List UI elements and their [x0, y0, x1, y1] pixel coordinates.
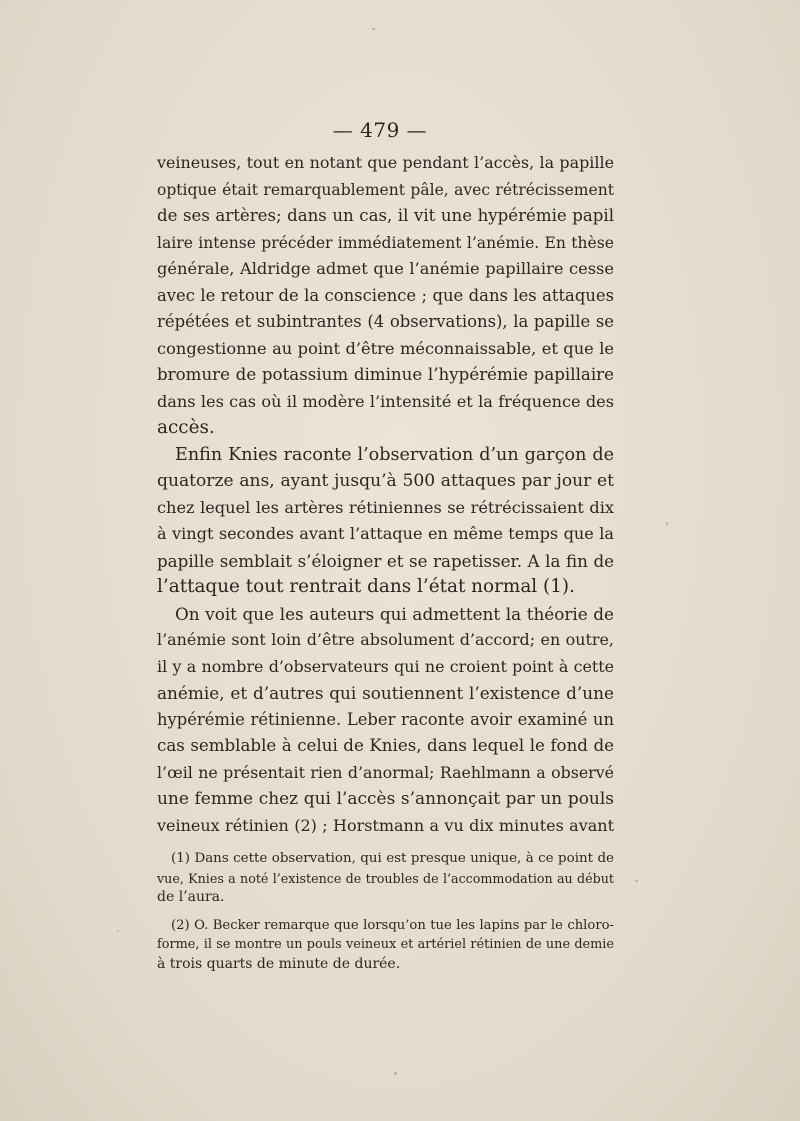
text-line: papille semblait s’éloigner et se rapetisser. A la fin de [157, 550, 614, 571]
text-line: veineuses, tout en notant que pendant l’accès, la papille [157, 153, 614, 172]
text-line: veineux rétinien (2) ; Horstmann a vu dix minutes avant [157, 815, 614, 835]
text-line: optique était remarquablement pâle, avec rétrécissement [157, 180, 614, 199]
footnote-spacer [157, 908, 614, 916]
text-line: l’œil ne présentait rien d’anormal; Raehlmann a observé [157, 762, 614, 782]
paper-speck [372, 28, 375, 30]
text-line: une femme chez qui l’accès s’annonçait par un pouls [157, 789, 614, 809]
paragraph-2 [157, 442, 614, 601]
text-line: laire intense précéder immédiatement l’anémie. En thèse [157, 233, 614, 252]
paper-speck [666, 522, 668, 525]
text-line: l’attaque tout rentrait dans l’état normal (1). [157, 576, 575, 597]
footnote-line: de l’aura. [157, 889, 225, 905]
paper-speck [394, 1072, 397, 1075]
text-line: Enfin Knies raconte l’observation d’un garçon de [175, 444, 614, 465]
page-number: — 479 — [332, 118, 428, 142]
text-line: accès. [157, 417, 215, 438]
text-line: répétées et subintrantes (4 observations), la papille se [157, 312, 614, 331]
footnote-line: forme, il se montre un pouls veineux et artériel rétinien de une demie [157, 937, 614, 952]
text-line: chez lequel les artères rétiniennes se rétrécissaient dix [157, 497, 614, 517]
paper-speck [635, 880, 638, 882]
text-line: à vingt secondes avant l’attaque en même temps que la [157, 524, 614, 543]
footnote-line: (2) O. Becker remarque que lorsqu’on tue les lapins par le chloro- [171, 917, 614, 933]
paragraph-3 [157, 601, 614, 840]
text-line: il y a nombre d’observateurs qui ne croient point à cette [157, 656, 614, 676]
text-line: On voit que les auteurs qui admettent la théorie de [175, 603, 614, 624]
text-line: quatorze ans, ayant jusqu’à 500 attaques par jour et [157, 471, 614, 491]
footnote-line: (1) Dans cette observation, qui est presque unique, à ce point de [171, 851, 614, 866]
paragraph-1 [157, 150, 614, 442]
footnote-line: vue, Knies a noté l’existence de troubles de l’accommodation au début [157, 870, 614, 886]
text-line: générale, Aldridge admet que l’anémie papillaire cesse [157, 259, 614, 278]
text-line: l’anémie sont loin d’être absolument d’accord; en outre, [157, 630, 614, 649]
text-line: dans les cas où il modère l’intensité et la fréquence des [157, 391, 614, 411]
text-line: hypérémie rétinienne. Leber raconte avoir examiné un [157, 709, 614, 729]
paper-speck [117, 930, 119, 932]
text-line: bromure de potassium diminue l’hypérémie papillaire [157, 365, 614, 384]
footnote-line: à trois quarts de minute de durée. [157, 955, 401, 972]
text-line: de ses artères; dans un cas, il vit une hypérémie papil [157, 206, 614, 225]
footnote-1 [157, 849, 614, 908]
footnote-2 [157, 916, 614, 975]
footnotes [157, 849, 614, 974]
text-line: avec le retour de la conscience ; que dans les attaques [157, 285, 614, 305]
text-line: anémie, et d’autres qui soutiennent l’existence d’une [157, 683, 614, 703]
text-line: congestionne au point d’être méconnaissable, et que le [157, 338, 614, 358]
text-line: cas semblable à celui de Knies, dans lequel le fond de [157, 736, 614, 755]
main-text [157, 150, 614, 839]
